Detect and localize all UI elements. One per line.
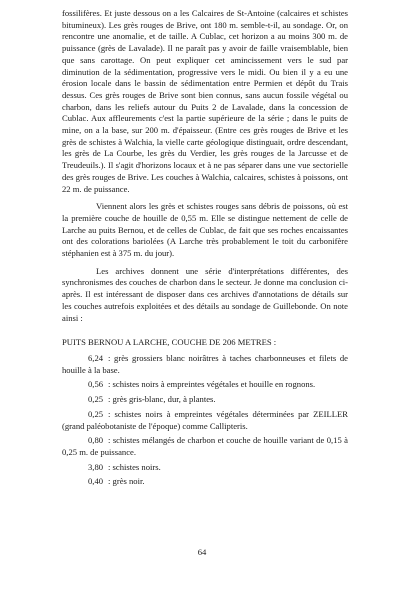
layer-description: : schistes noirs.: [108, 461, 161, 472]
layer-description: : schistes noirs à empreintes végétales et houille en rognons.: [108, 379, 316, 390]
paragraph-3: Les archives donnent une série d'interprétations différentes, des synchronismes des couches de charbon dans le secteur. Je donne ma conclusion ci-après. Il est intéressant de disposer dans ces archives d'annotations de détails sur les couches autrefois exploitées et des détails au sondage de Guillebonde. On note ainsi :: [62, 265, 348, 323]
paragraph-1: fossilifères. Et juste dessous on a les Calcaires de St-Antoine (calcaires et schistes bitumineux). Les grès rouges de Brive, ont 180 m. semble-t-il, au sondage. Or, on rencontre une anomalie, et de taille. A Cublac, cet horizon a au moins 300 m. de puissance (grès de Lavalade). Il ne paraît pas y avoir de faille vraisemblable, bien que sans carottage. On peut expliquer cet amincissement vers le sud par diminution de la sédimentation, progressive vers le midi. Ou bien il y a eu une érosion locale dans le bassin de sédimentation entre Permien et dépôt du Trais dessus. Ces grès rouges de Brive sont bien connus, sans aucun fossile végétal ou charbon, dans les reliefs autour du Puits 2 de Lavalade, dans la concession de Cublac. Aux affleurements c'est la partie supérieure de la série ; dans le puits de mine, on a la base, sur 200 m. d'épaisseur. (Entre ces grès rouges de Brive et les grès de schistes à Walchia, la vielle carte géologique distinguait, ordre descendant, les grès de La Courbe, les grès du Verdier, les grès rouges de la Jarcusse et de Treudeuils.). Il s'agit d'horizons locaux et à ne pas séparer dans une vue sectorielle des grès rouges de Brive. Les couches à Walchia, calcaires, schistes à poissons, ont 22 m. de puissance.: [62, 8, 348, 194]
layer-entry: [62, 394, 348, 406]
section-heading: PUITS BERNOU A LARCHE, COUCHE DE 206 METRES :: [62, 337, 277, 348]
layer-entry: [62, 435, 348, 458]
layer-thickness: 0,25: [88, 394, 104, 405]
layer-thickness: 0,40: [88, 476, 104, 487]
layer-thickness: 3,80: [88, 461, 104, 472]
page-number: 64: [197, 547, 207, 557]
layer-thickness: 0,56: [88, 379, 104, 390]
layer-description: : grès gris-blanc, dur, à plantes.: [108, 394, 216, 405]
layer-entry: [62, 409, 348, 432]
layer-thickness: 6,24: [88, 352, 104, 363]
layer-thickness: 0,25: [88, 408, 104, 419]
layer-description: : grès noir.: [108, 476, 145, 487]
layer-entry: [62, 353, 348, 376]
body-text: [62, 8, 348, 491]
layer-entry: [62, 476, 348, 488]
layer-thickness: 0,80: [88, 435, 104, 446]
layer-entry: [62, 462, 348, 474]
layer-description: : schistes noirs à empreintes végétales déterminées par ZEILLER (grand paléobotaniste de l'époque) comme Callipteris.: [62, 408, 348, 431]
layer-entry: [62, 379, 348, 391]
layer-description: : grès grossiers blanc noirâtres à taches charbonneuses et filets de houille à la base.: [62, 352, 348, 375]
layer-description: : schistes mélangés de charbon et couche de houille variant de 0,15 à 0,25 m. de puissance.: [62, 435, 348, 457]
paragraph-2: Viennent alors les grès et schistes rouges sans débris de poissons, où est la première couche de houille de 0,55 m. Elle se distingue nettement de celle de Larche au puits Bernou, et de celles de Cublac, de fait que ses roches encaissantes ont des colorations bariolées (A Larche très probablement le toit du carbonifère stéphanien est à 375 m. du jour).: [62, 201, 348, 259]
